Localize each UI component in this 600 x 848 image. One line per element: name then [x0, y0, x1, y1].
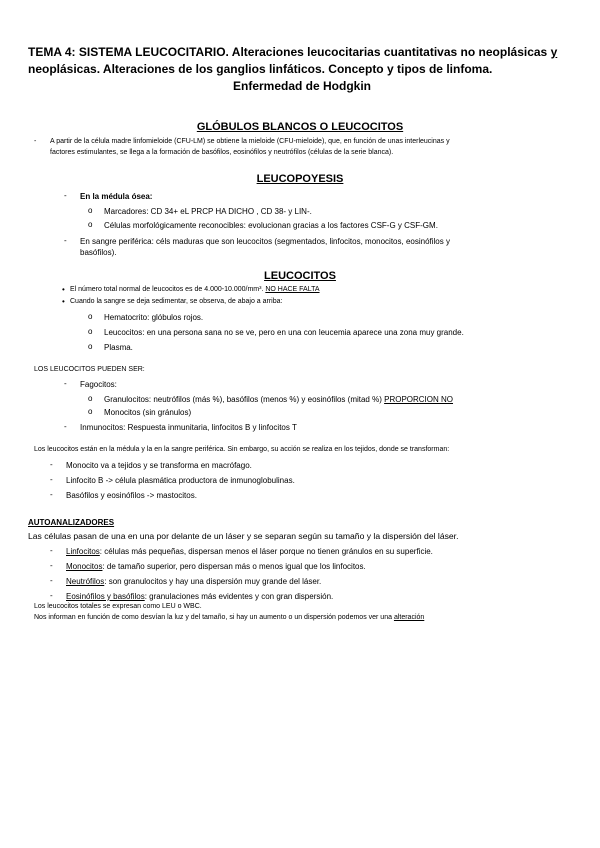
autoanalizadores-neutrofilos	[66, 576, 321, 587]
title-line-1	[28, 44, 576, 61]
autoanalizadores-linfocitos	[66, 546, 433, 557]
circle-bullet: o	[88, 206, 93, 215]
dash-marker: -	[50, 460, 53, 469]
leucopoyesis-item-sangre-line-1: En sangre periférica: céls maduras que son leucocitos (segmentados, linfocitos, monocitos, eosinófilos y	[80, 237, 450, 246]
term-alteracion: alteración	[393, 614, 425, 621]
autoanalizadores-heading: AUTOANALIZADORES	[28, 518, 115, 527]
bullet-dot: •	[62, 285, 65, 294]
proporcion-no: PROPORCION NO	[384, 395, 454, 404]
term-neutrofilos: Neutrófilos	[66, 577, 105, 586]
autoanalizadores-note-alteracion	[34, 613, 424, 623]
circle-bullet: o	[88, 327, 93, 336]
title-line-1-underlined: y	[550, 45, 558, 59]
dash-marker: -	[34, 138, 37, 145]
circle-bullet: o	[88, 342, 93, 351]
sedimento-plasma: Plasma.	[104, 343, 133, 352]
tipos-fagocitos: Fagocitos:	[80, 380, 117, 389]
title-line-1-text: TEMA 4: SISTEMA LEUCOCITARIO. Alteraciones leucocitarias cuantitativas no neoplásicas	[28, 45, 551, 59]
sedimento-hematocrito: Hematocrito: glóbulos rojos.	[104, 313, 204, 322]
document-title	[28, 44, 576, 95]
section-heading-leucopoyesis: LEUCOPOYESIS	[256, 173, 344, 185]
leucopoyesis-item-medula: En la médula ósea:	[80, 192, 153, 201]
autoanalizadores-note-leu: Los leucocitos totales se expresan como LEU o WBC.	[34, 603, 202, 610]
globulos-paragraph-line-2: factores estimulantes, se llega a la formación de basófilos, eosinófilos y neutrófilos (células de la serie blanca).	[50, 149, 394, 156]
monocitos-desc: : de tamaño superior, pero dispersan más o menos igual que los linfocitos.	[102, 562, 366, 571]
circle-bullet: o	[88, 220, 93, 229]
title-line-3: Enfermedad de Hodgkin	[232, 79, 372, 93]
autoanalizadores-intro: Las células pasan de una en una por delante de un láser y se separan según su tamaño y la dispersión del láser.	[28, 531, 459, 541]
circle-bullet: o	[88, 394, 93, 403]
dash-marker: -	[50, 490, 53, 499]
leucocitos-numero-text: El número total normal de leucocitos es de 4.000-10.000/mm³.	[70, 286, 266, 293]
globulos-paragraph-line-1: A partir de la célula madre linfomieloide (CFU-LM) se obtiene la mieloide (CFU-mieloide), que, en función de unas interleucinas y	[50, 138, 450, 145]
tipos-inmunocitos: Inmunocitos: Respuesta inmunitaria, linfocitos B y linfocitos T	[80, 423, 297, 432]
tipos-monocitos: Monocitos (sin gránulos)	[104, 408, 192, 417]
eosinofilos-desc: : granulaciones más evidentes y con gran dispersión.	[144, 592, 334, 601]
leucocitos-sedimentar: Cuando la sangre se deja sedimentar, se observa, de abajo a arriba:	[70, 298, 283, 305]
term-monocitos: Monocitos	[66, 562, 103, 571]
tipos-granulocitos	[104, 394, 453, 405]
autoanalizadores-monocitos	[66, 561, 366, 572]
linfocitos-desc: : células más pequeñas, dispersan menos el láser porque no tienen gránulos en su superficie.	[99, 547, 433, 556]
title-line-2: neoplásicas. Alteraciones de los ganglios linfáticos. Concepto y tipos de linfoma.	[28, 62, 493, 76]
granulocitos-text: Granulocitos: neutrófilos (más %), basófilos (menos %) y eosinófilos (mitad %)	[104, 395, 385, 404]
note-alteracion-text: Nos informan en función de como desvían la luz y del tamaño, si hay un aumento o un dispersión podemos ver una	[34, 614, 394, 621]
dash-marker: -	[64, 422, 67, 431]
dash-marker: -	[64, 236, 67, 245]
dash-marker: -	[64, 379, 67, 388]
circle-bullet: o	[88, 312, 93, 321]
dash-marker: -	[50, 576, 53, 585]
leucopoyesis-sub-marcadores: Marcadores: CD 34+ eL PRCP HA DICHO , CD 38- y LIN-.	[104, 207, 312, 216]
bullet-dot: •	[62, 297, 65, 306]
leucopoyesis-sub-celulas: Células morfológicamente reconocibles: evolucionan gracias a los factores CSF-G y CSF-GM.	[104, 221, 438, 230]
dash-marker: -	[50, 546, 53, 555]
section-heading-globulos: GLÓBULOS BLANCOS O LEUCOCITOS	[196, 121, 404, 133]
dash-marker: -	[50, 561, 53, 570]
transformacion-monocito: Monocito va a tejidos y se transforma en macrófago.	[66, 461, 252, 470]
transformacion-intro: Los leucocitos están en la médula y la en la sangre periférica. Sin embargo, su acción se realiza en los tejidos, donde se transforman:	[34, 446, 450, 453]
leucocitos-no-hace-falta: NO HACE FALTA	[265, 286, 320, 293]
dash-marker: -	[64, 191, 67, 200]
leucocitos-numero-total	[70, 285, 320, 295]
term-linfocitos: Linfocitos	[66, 547, 100, 556]
circle-bullet: o	[88, 407, 93, 416]
section-heading-leucocitos: LEUCOCITOS	[264, 270, 336, 282]
dash-marker: -	[50, 475, 53, 484]
leucopoyesis-item-sangre-line-2: basófilos).	[80, 248, 117, 257]
transformacion-basofilos: Basófilos y eosinófilos -> mastocitos.	[66, 491, 197, 500]
term-eosinofilos-basofilos: Eosinófilos y basófilos	[66, 592, 145, 601]
sedimento-leucocitos: Leucocitos: en una persona sana no se ve, pero en una con leucemia aparece una zona muy grande.	[104, 328, 464, 337]
autoanalizadores-eosinofilos	[66, 591, 333, 602]
transformacion-linfocito-b: Linfocito B -> célula plasmática productora de inmunoglobulinas.	[66, 476, 295, 485]
neutrofilos-desc: : son granulocitos y hay una dispersión muy grande del láser.	[104, 577, 322, 586]
dash-marker: -	[50, 591, 53, 600]
tipos-leucocitos-label: LOS LEUCOCITOS PUEDEN SER:	[34, 366, 145, 373]
